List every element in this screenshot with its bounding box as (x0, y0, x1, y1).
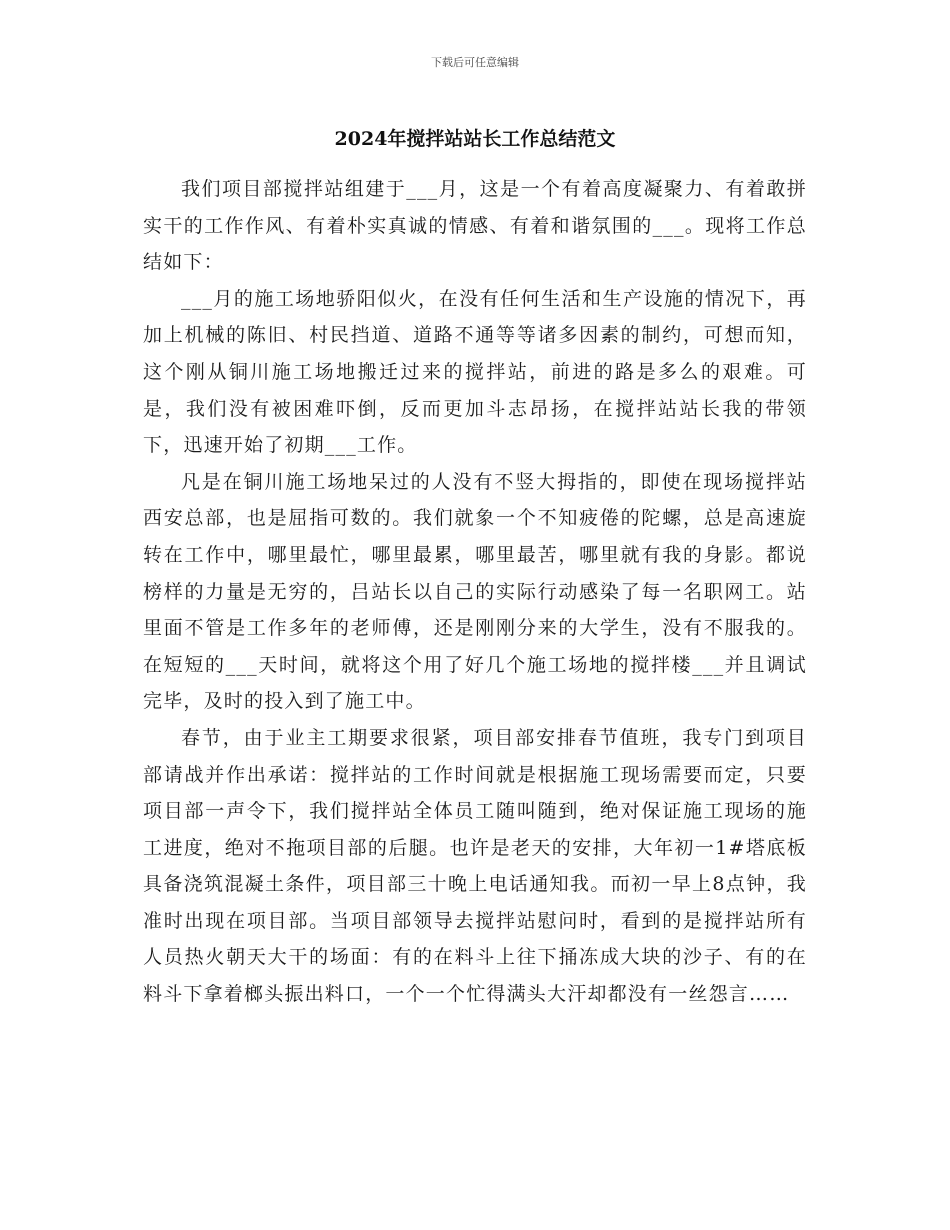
document-title: 2024年搅拌站站长工作总结范文 (334, 128, 616, 150)
paragraph: ___月的施工场地骄阳似火，在没有任何生活和生产设施的情况下，再加上机械的陈旧、村民挡道、道路不通等等诸多因素的制约，可想而知，这个刚从铜川施工场地搬迁过来的搅拌站，前进的路是多么的艰难。可是，我们没有被困难吓倒，反而更加斗志昂扬，在搅拌站站长我的带领下，迅速开始了初期___工作。 (143, 287, 807, 457)
paragraph: 我们项目部搅拌站组建于___月，这是一个有着高度凝聚力、有着敢拼实干的工作作风、有着朴实真诚的情感、有着和谐氛围的___。现将工作总结如下： (143, 178, 807, 274)
document-body (143, 171, 807, 1013)
paragraph: 春节，由于业主工期要求很紧，项目部安排春节值班，我专门到项目部请战并作出承诺：搅拌站的工作时间就是根据施工现场需要而定，只要项目部一声令下，我们搅拌站全体员工随叫随到，绝对保证施工现场的施工进度，绝对不拖项目部的后腿。也许是老天的安排，大年初一1#塔底板具备浇筑混凝土条件，项目部三十晚上电话通知我。而初一早上8点钟，我准时出现在项目部。当项目部领导去搅拌站慰问时，看到的是搅拌站所有人员热火朝天大干的场面：有的在料斗上往下捅冻成大块的沙子、有的在料斗下拿着榔头振出料口，一个一个忙得满头大汗却都没有一丝怨言…… (143, 726, 807, 1006)
paragraph: 凡是在铜川施工场地呆过的人没有不竖大拇指的，即使在现场搅拌站西安总部，也是屈指可数的。我们就象一个不知疲倦的陀螺，总是高速旋转在工作中，哪里最忙，哪里最累，哪里最苦，哪里就有我的身影。都说榜样的力量是无穷的，吕站长以自己的实际行动感染了每一名职网工。站里面不管是工作多年的老师傅，还是刚刚分来的大学生，没有不服我的。在短短的___天时间，就将这个用了好几个施工场地的搅拌楼___并且调试完毕，及时的投入到了施工中。 (143, 470, 807, 713)
header-note: 下载后可任意编辑 (431, 56, 519, 69)
